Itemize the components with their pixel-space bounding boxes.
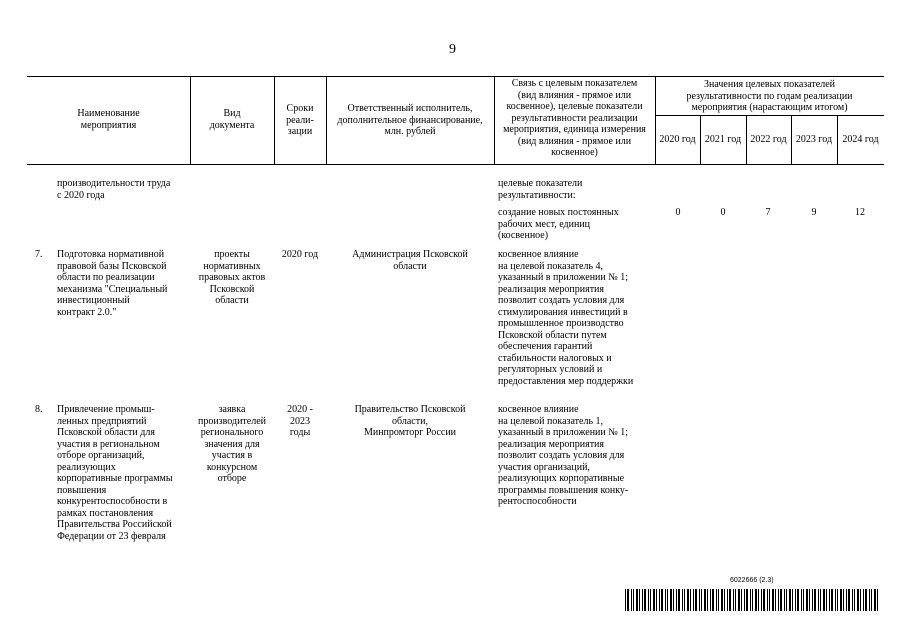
table-header-bottom-rule <box>27 164 884 165</box>
value-2023: 9 <box>811 207 817 218</box>
table-header-top-rule <box>27 76 884 77</box>
page-number: 9 <box>449 42 456 57</box>
value-2022: 7 <box>765 207 771 218</box>
row-terms: 2020 год <box>281 249 319 260</box>
header-year: 2024 год <box>842 134 879 145</box>
row-target-heading: целевые показатели результативности: <box>498 178 583 201</box>
header-year: 2022 год <box>750 134 787 145</box>
row-terms: 2020 - 2023 годы <box>287 404 313 438</box>
row-responsible: Администрация Псковской области <box>352 249 468 272</box>
years-subheader-rule <box>655 115 884 116</box>
header-event-name: Наименование мероприятия <box>77 108 140 131</box>
header-responsible: Ответственный исполнитель, дополнительное финансирование, млн. рублей <box>337 103 483 137</box>
header-terms: Сроки реали- зации <box>286 103 314 137</box>
row-event-name: производительности труда с 2020 года <box>57 178 171 201</box>
row-event-name: Подготовка нормативной правовой базы Псковской области по реализации механизма "Специальный инвестиционный контракт 2.0." <box>57 249 168 318</box>
value-2024: 12 <box>855 207 865 218</box>
row-number: 8. <box>35 404 43 415</box>
header-target-link: Связь с целевым показателем (вид влияния - прямое или косвенное), целевые показатели результативности реализации мероприятия, единица измерения (вид влияния - прямое или косвенное) <box>503 78 646 158</box>
value-2021: 0 <box>720 207 726 218</box>
value-2020: 0 <box>675 207 681 218</box>
row-target-link: косвенное влияние на целевой показатель 4, указанный в приложении № 1; реализация мероприятия позволит создать условия для стимулирования инвестиций в промышленное производство Псковской области путем обеспечения гарантий стабильности налоговых и регуляторных условий и предоставления мер поддержки <box>498 249 634 387</box>
header-year: 2021 год <box>704 134 742 145</box>
header-year: 2020 год <box>659 134 696 145</box>
row-responsible: Правительство Псковской области, Минпромторг России <box>354 404 466 438</box>
row-number: 7. <box>35 249 43 260</box>
header-year: 2023 год <box>795 134 833 145</box>
row-target-indicator: создание новых постоянных рабочих мест, единиц (косвенное) <box>498 207 619 241</box>
row-document-type: заявка производителей регионального значения для участия в конкурсном отборе <box>197 404 267 484</box>
header-document-type: Вид документа <box>209 108 255 131</box>
row-document-type: проекты нормативных правовых актов Псковской области <box>198 249 266 306</box>
header-target-values: Значения целевых показателей результативности по годам реализации мероприятия (нарастающим итогом) <box>686 79 853 113</box>
barcode-label: 6022666 (2.3) <box>730 577 774 584</box>
row-event-name: Привлечение промыш- ленных предприятий Псковской области для участия в региональном отборе организаций, реализующих корпоративные программы повышения конкурентоспособности в рамках постановления Правительства Российской Федерации от 23 февраля <box>57 404 173 542</box>
barcode-icon <box>625 589 880 611</box>
row-target-link: косвенное влияние на целевой показатель 1, указанный в приложении № 1; реализация мероприятия позволит создать условия для участия организаций, реализующих корпоративные программы повышения конку- рентоспособности <box>498 404 629 507</box>
